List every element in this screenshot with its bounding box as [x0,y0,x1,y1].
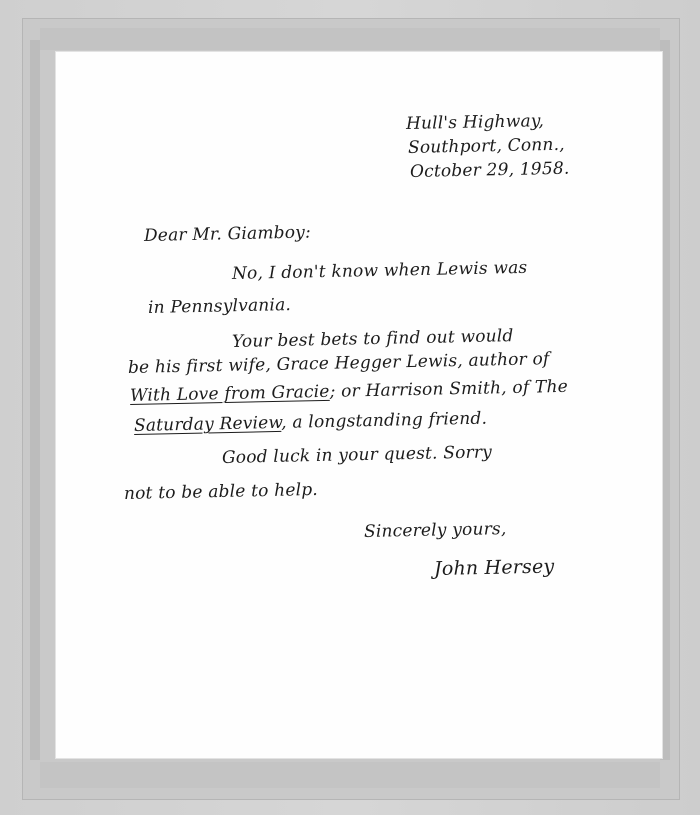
mat-bottom-edge [40,762,660,788]
address-line-2: Southport, Conn., [407,134,566,158]
mat-left-edge [30,40,40,760]
body-line-7: Good luck in your quest. Sorry [221,442,493,468]
body-line-4: be his first wife, Grace Hegger Lewis, author of [127,349,550,378]
magazine-title-saturday-review: Saturday Review [133,412,282,436]
date-line: October 29, 1958. [409,158,570,182]
closing: Sincerely yours, [363,519,507,542]
mat-top-edge [40,28,660,50]
body-line-1: No, I don't know when Lewis was [231,257,528,284]
salutation: Dear Mr. Giamboy: [143,222,312,246]
book-title-with-love-from-gracie: With Love from Gracie [129,381,330,406]
body-line-5 [130,377,568,406]
address-line-1: Hull's Highway, [405,111,545,134]
body-line-5-rest: ; or Harrison Smith, of The [329,376,569,402]
body-line-6 [134,409,488,436]
body-line-8: not to be able to help. [123,479,319,504]
signature: John Hersey [433,555,555,580]
letter-page [56,52,662,758]
body-line-2: in Pennsylvania. [147,295,292,318]
body-line-3: Your best bets to find out would [231,326,514,352]
body-line-6-rest: , a longstanding friend. [280,408,488,433]
